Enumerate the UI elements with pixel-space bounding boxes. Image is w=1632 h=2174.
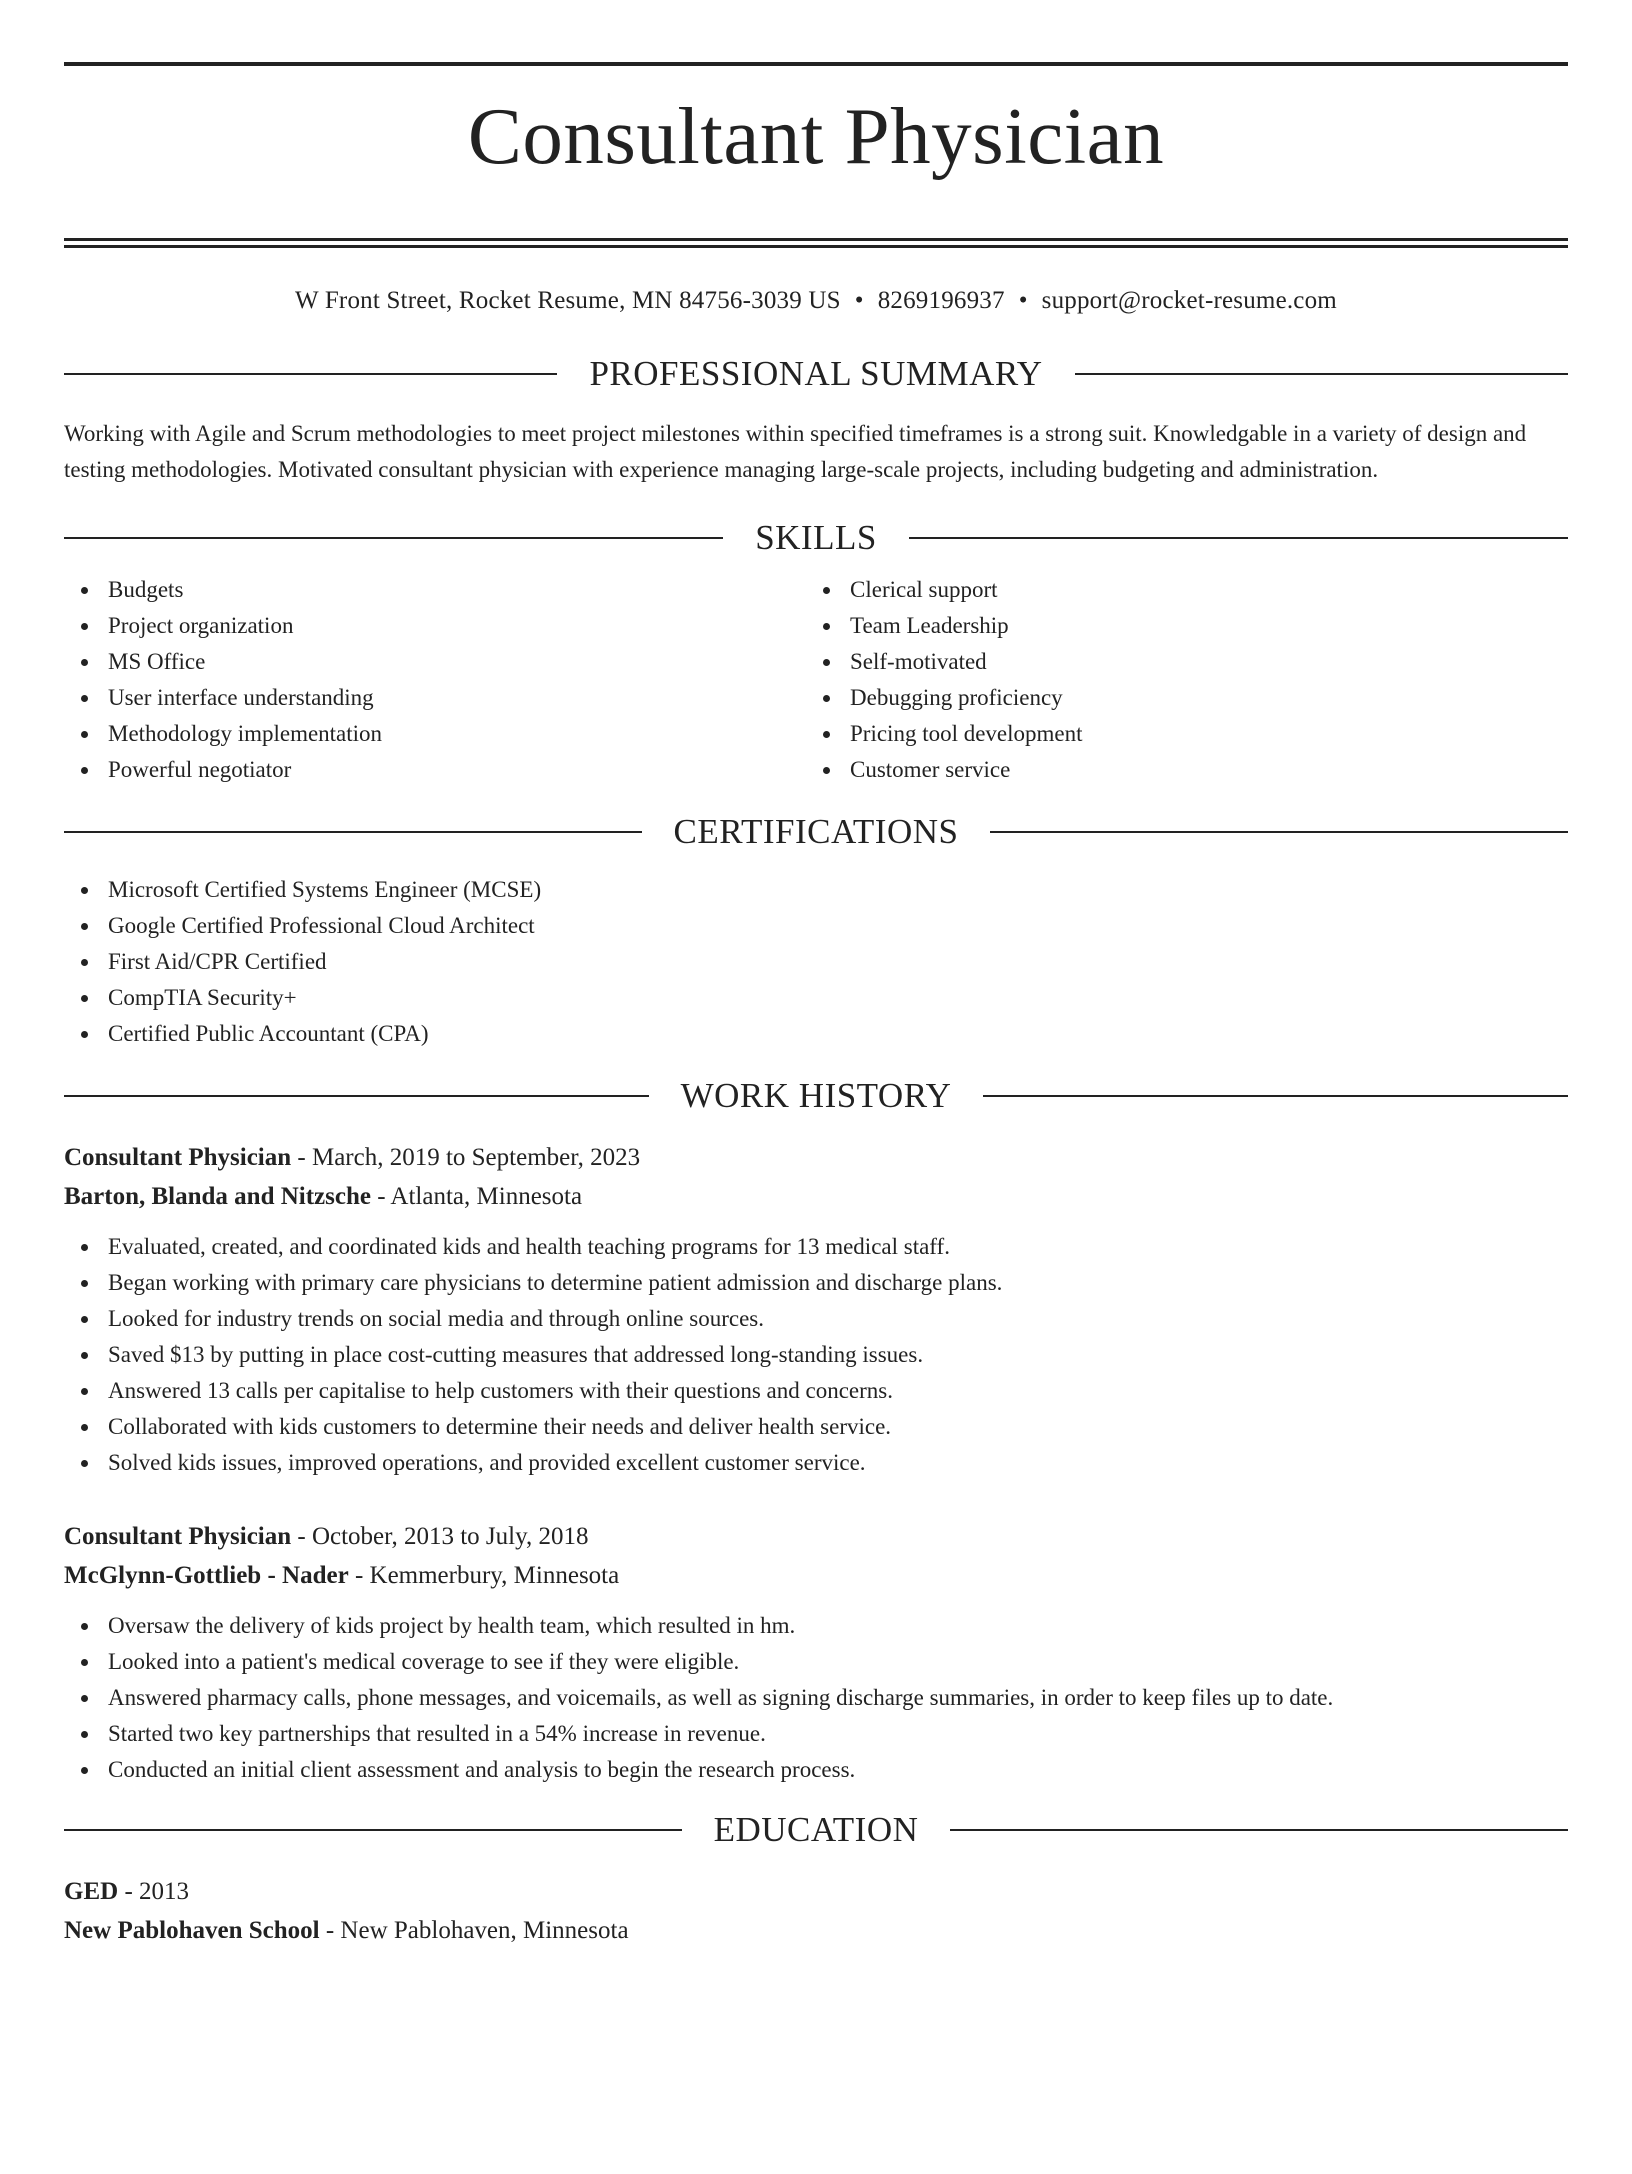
list-item: Customer service [806, 752, 1548, 788]
contact-separator: • [1018, 287, 1028, 315]
education-degree-line [64, 1872, 1568, 1911]
contact-separator: • [854, 287, 864, 315]
section-header-education [64, 1808, 1568, 1852]
list-item: CompTIA Security+ [64, 980, 1568, 1016]
list-item: Certified Public Accountant (CPA) [64, 1016, 1568, 1052]
section-header-skills [64, 516, 1568, 560]
list-item: Solved kids issues, improved operations, and provided excellent customer service. [64, 1445, 1568, 1481]
list-item: Answered 13 calls per capitalise to help customers with their questions and concerns. [64, 1373, 1568, 1409]
contact-line [64, 284, 1568, 318]
education-degree: GED [64, 1878, 119, 1906]
job-entry [64, 1517, 1568, 1788]
contact-address: W Front Street, Rocket Resume, MN 84756-3039 US [295, 287, 841, 315]
list-item: Evaluated, created, and coordinated kids and health teaching programs for 13 medical staff. [64, 1229, 1568, 1265]
job-location: - Kemmerbury, Minnesota [348, 1562, 620, 1590]
job-role: Consultant Physician [64, 1144, 292, 1172]
job-company-line [64, 1177, 1568, 1216]
skills-columns [64, 572, 1568, 788]
summary-text: Working with Agile and Scrum methodologies to meet project milestones within specified timeframes is a strong suit. Knowledgable in a variety of design and testing methodologies. Motivated consultant physician with experience managing large-scale projects, including budgeting and administration. [64, 421, 1527, 483]
job-role-line [64, 1138, 1568, 1177]
list-item: Answered pharmacy calls, phone messages, and voicemails, as well as signing discharge summaries, in order to keep files up to date. [64, 1680, 1568, 1716]
section-title: WORK HISTORY [680, 1076, 952, 1116]
resume-page [0, 62, 1632, 2174]
resume-name: Consultant Physician [467, 91, 1165, 181]
job-entry [64, 1138, 1568, 1481]
job-role-line [64, 1517, 1568, 1556]
section-rule [64, 373, 557, 375]
contact-phone: 8269196937 [877, 287, 1005, 315]
section-rule [64, 1829, 682, 1831]
section-rule [990, 831, 1568, 833]
list-item: MS Office [64, 644, 806, 680]
list-item: Powerful negotiator [64, 752, 806, 788]
section-title: PROFESSIONAL SUMMARY [589, 354, 1043, 394]
list-item: Team Leadership [806, 608, 1548, 644]
job-company-line [64, 1556, 1568, 1595]
double-rule [64, 238, 1568, 248]
list-item: Methodology implementation [64, 716, 806, 752]
list-item: Began working with primary care physicians to determine patient admission and discharge plans. [64, 1265, 1568, 1301]
section-header-work-history [64, 1074, 1568, 1118]
education-year: - 2013 [118, 1878, 190, 1906]
list-item: Clerical support [806, 572, 1548, 608]
list-item: Self-motivated [806, 644, 1548, 680]
section-rule [64, 1095, 649, 1097]
list-item: Conducted an initial client assessment and analysis to begin the research process. [64, 1752, 1568, 1788]
section-title: SKILLS [755, 518, 877, 558]
list-item: Project organization [64, 608, 806, 644]
section-rule [909, 537, 1568, 539]
section-rule [983, 1095, 1568, 1097]
certifications-list [64, 872, 1568, 1052]
section-rule [64, 537, 723, 539]
list-item: Saved $13 by putting in place cost-cutting measures that addressed long-standing issues. [64, 1337, 1568, 1373]
top-rule [64, 62, 1568, 66]
skills-right-list [806, 572, 1548, 788]
education-school-line [64, 1911, 1568, 1950]
list-item: Looked into a patient's medical coverage to see if they were eligible. [64, 1644, 1568, 1680]
job-role: Consultant Physician [64, 1523, 292, 1551]
education-school: New Pablohaven School [64, 1917, 320, 1945]
job-dates: - October, 2013 to July, 2018 [291, 1523, 589, 1551]
list-item: Collaborated with kids customers to determine their needs and deliver health service. [64, 1409, 1568, 1445]
job-company: McGlynn-Gottlieb - Nader [64, 1562, 349, 1590]
list-item: Microsoft Certified Systems Engineer (MCSE) [64, 872, 1568, 908]
job-bullets [64, 1608, 1568, 1788]
list-item: Pricing tool development [806, 716, 1548, 752]
education-location: - New Pablohaven, Minnesota [319, 1917, 629, 1945]
list-item: Oversaw the delivery of kids project by health team, which resulted in hm. [64, 1608, 1568, 1644]
list-item: First Aid/CPR Certified [64, 944, 1568, 980]
job-dates: - March, 2019 to September, 2023 [291, 1144, 641, 1172]
list-item: Debugging proficiency [806, 680, 1548, 716]
list-item: User interface understanding [64, 680, 806, 716]
section-title: CERTIFICATIONS [673, 812, 959, 852]
job-location: - Atlanta, Minnesota [370, 1183, 583, 1211]
job-company: Barton, Blanda and Nitzsche [64, 1183, 371, 1211]
section-title: EDUCATION [713, 1810, 919, 1850]
list-item: Google Certified Professional Cloud Architect [64, 908, 1568, 944]
list-item: Started two key partnerships that resulted in a 54% increase in revenue. [64, 1716, 1568, 1752]
skills-left-list [64, 572, 806, 788]
section-header-certifications [64, 810, 1568, 854]
section-rule [1075, 373, 1568, 375]
list-item: Looked for industry trends on social media and through online sources. [64, 1301, 1568, 1337]
contact-email: support@rocket-resume.com [1041, 287, 1337, 315]
section-header-summary [64, 352, 1568, 396]
section-rule [64, 831, 642, 833]
section-rule [950, 1829, 1568, 1831]
education-entry [64, 1872, 1568, 1950]
job-bullets [64, 1229, 1568, 1481]
list-item: Budgets [64, 572, 806, 608]
